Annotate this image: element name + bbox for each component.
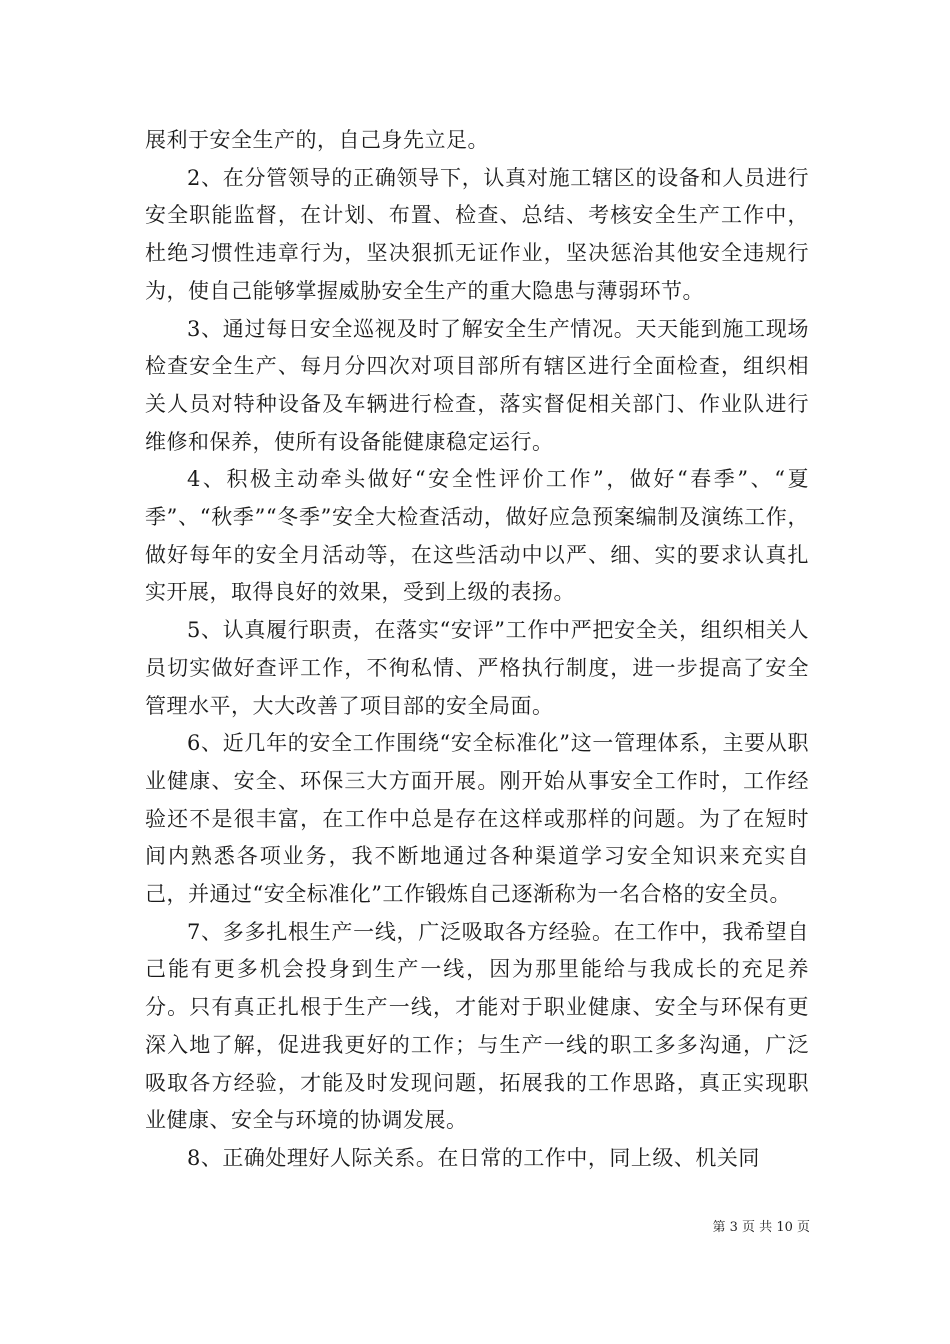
paragraph-item-5: 5、认真履行职责，在落实“安评”工作中严把安全关，组织相关人员切实做好查评工作，不徇私情、严格执行制度，进一步提高了安全管理水平，大大改善了项目部的安全局面。 <box>145 618 809 718</box>
paragraph-item-4: 4、积极主动牵头做好“安全性评价工作”，做好“春季”、“夏季”、“秋季”“冬季”安全大检查活动，做好应急预案编制及演练工作，做好每年的安全月活动等，在这些活动中以严、细、实的要求认真扎实开展，取得良好的效果，受到上级的表扬。 <box>145 467 809 605</box>
paragraph-item-7: 7、多多扎根生产一线，广泛吸取各方经验。在工作中，我希望自己能有更多机会投身到生产一线，因为那里能给与我成长的充足养分。只有真正扎根于生产一线，才能对于职业健康、安全与环保有更深入地了解，促进我更好的工作；与生产一线的职工多多沟通，广泛吸取各方经验，才能及时发现问题，拓展我的工作思路，真正实现职业健康、安全与环境的协调发展。 <box>145 919 809 1133</box>
paragraph-item-2: 2、在分管领导的正确领导下，认真对施工辖区的设备和人员进行安全职能监督，在计划、布置、检查、总结、考核安全生产工作中，杜绝习惯性违章行为，坚决狠抓无证作业，坚决惩治其他安全违规行为，使自己能够掌握威胁安全生产的重大隐患与薄弱环节。 <box>145 165 809 303</box>
document-body <box>145 122 809 1178</box>
paragraph-continuation: 展利于安全生产的，自己身先立足。 <box>145 128 489 152</box>
paragraph-item-6: 6、近几年的安全工作围绕“安全标准化”这一管理体系，主要从职业健康、安全、环保三大方面开展。刚开始从事安全工作时，工作经验还不是很丰富，在工作中总是存在这样或那样的问题。为了在短时间内熟悉各项业务，我不断地通过各种渠道学习安全知识来充实自己，并通过“安全标准化”工作锻炼自己逐渐称为一名合格的安全员。 <box>145 731 809 907</box>
paragraph-item-3: 3、通过每日安全巡视及时了解安全生产情况。天天能到施工现场检查安全生产、每月分四次对项目部所有辖区进行全面检查，组织相关人员对特种设备及车辆进行检查，落实督促相关部门、作业队进行维修和保养，使所有设备能健康稳定运行。 <box>145 316 809 454</box>
page-number-footer: 第 3 页 共 10 页 <box>712 1220 810 1235</box>
paragraph-item-8: 8、正确处理好人际关系。在日常的工作中，同上级、机关同 <box>187 1145 760 1170</box>
